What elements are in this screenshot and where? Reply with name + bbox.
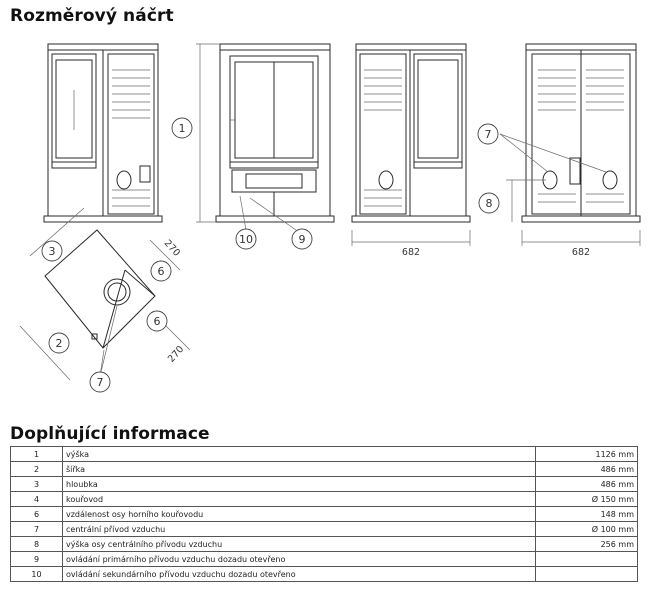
dimension-width-back: 682 [571,247,591,258]
row-number: 6 [11,507,63,522]
back-view [500,44,640,246]
row-number: 2 [11,462,63,477]
callout-6-bottom [147,311,167,331]
callout-2-label: 2 [55,337,63,350]
row-value: 256 mm [536,537,638,552]
info-table [10,446,638,582]
row-value: 486 mm [536,462,638,477]
side-view-left [44,44,162,222]
table-row [11,477,638,492]
row-label: vzdálenost osy horního kouřovodu [63,507,536,522]
front-view [196,44,334,222]
table-row [11,492,638,507]
callout-2 [49,333,69,353]
row-value: 486 mm [536,477,638,492]
callout-9 [250,198,312,249]
row-label: centrální přívod vzduchu [63,522,536,537]
table-row [11,447,638,462]
table-row [11,462,638,477]
row-number: 4 [11,492,63,507]
row-value: Ø 150 mm [536,492,638,507]
callout-8 [479,193,499,213]
table-row [11,507,638,522]
drawing-section-title: Rozměrový náčrt [10,6,174,26]
callout-7-plan-label: 7 [96,376,104,389]
callout-7-back [478,124,498,144]
callout-7-back-label: 7 [484,128,492,141]
callout-1 [172,118,192,138]
row-value [536,567,638,582]
table-row [11,552,638,567]
row-value [536,552,638,567]
side-view-right [352,44,470,246]
callout-1-label: 1 [178,122,186,135]
callout-3-label: 3 [48,245,56,258]
row-label: výška [63,447,536,462]
row-label: ovládání primárního přívodu vzduchu dozadu otevřeno [63,552,536,567]
table-row [11,522,638,537]
row-number: 7 [11,522,63,537]
row-number: 9 [11,552,63,567]
callout-3 [42,241,62,261]
row-value: 1126 mm [536,447,638,462]
table-row [11,537,638,552]
row-value: 148 mm [536,507,638,522]
row-label: kouřovod [63,492,536,507]
callout-7-plan [90,372,110,392]
callout-8-label: 8 [485,197,493,210]
callout-6-top-label: 6 [157,265,165,278]
dimension-plan-top: 270 [161,237,183,259]
dimension-drawing [0,30,648,410]
row-number: 8 [11,537,63,552]
table-row [11,567,638,582]
row-number: 3 [11,477,63,492]
row-number: 1 [11,447,63,462]
row-value: Ø 100 mm [536,522,638,537]
row-number: 10 [11,567,63,582]
callout-6-top [151,261,171,281]
dimension-plan-bottom: 270 [165,343,187,365]
callout-10-label: 10 [239,233,253,246]
row-label: hloubka [63,477,536,492]
dimension-width-side: 682 [401,247,421,258]
info-section-title: Doplňující informace [10,424,210,444]
row-label: výška osy centrálního přívodu vzduchu [63,537,536,552]
callout-6-bottom-label: 6 [153,315,161,328]
row-label: ovládání sekundárního přívodu vzduchu dozadu otevřeno [63,567,536,582]
plan-view [20,208,190,380]
callout-9-label: 9 [298,233,306,246]
row-label: šířka [63,462,536,477]
